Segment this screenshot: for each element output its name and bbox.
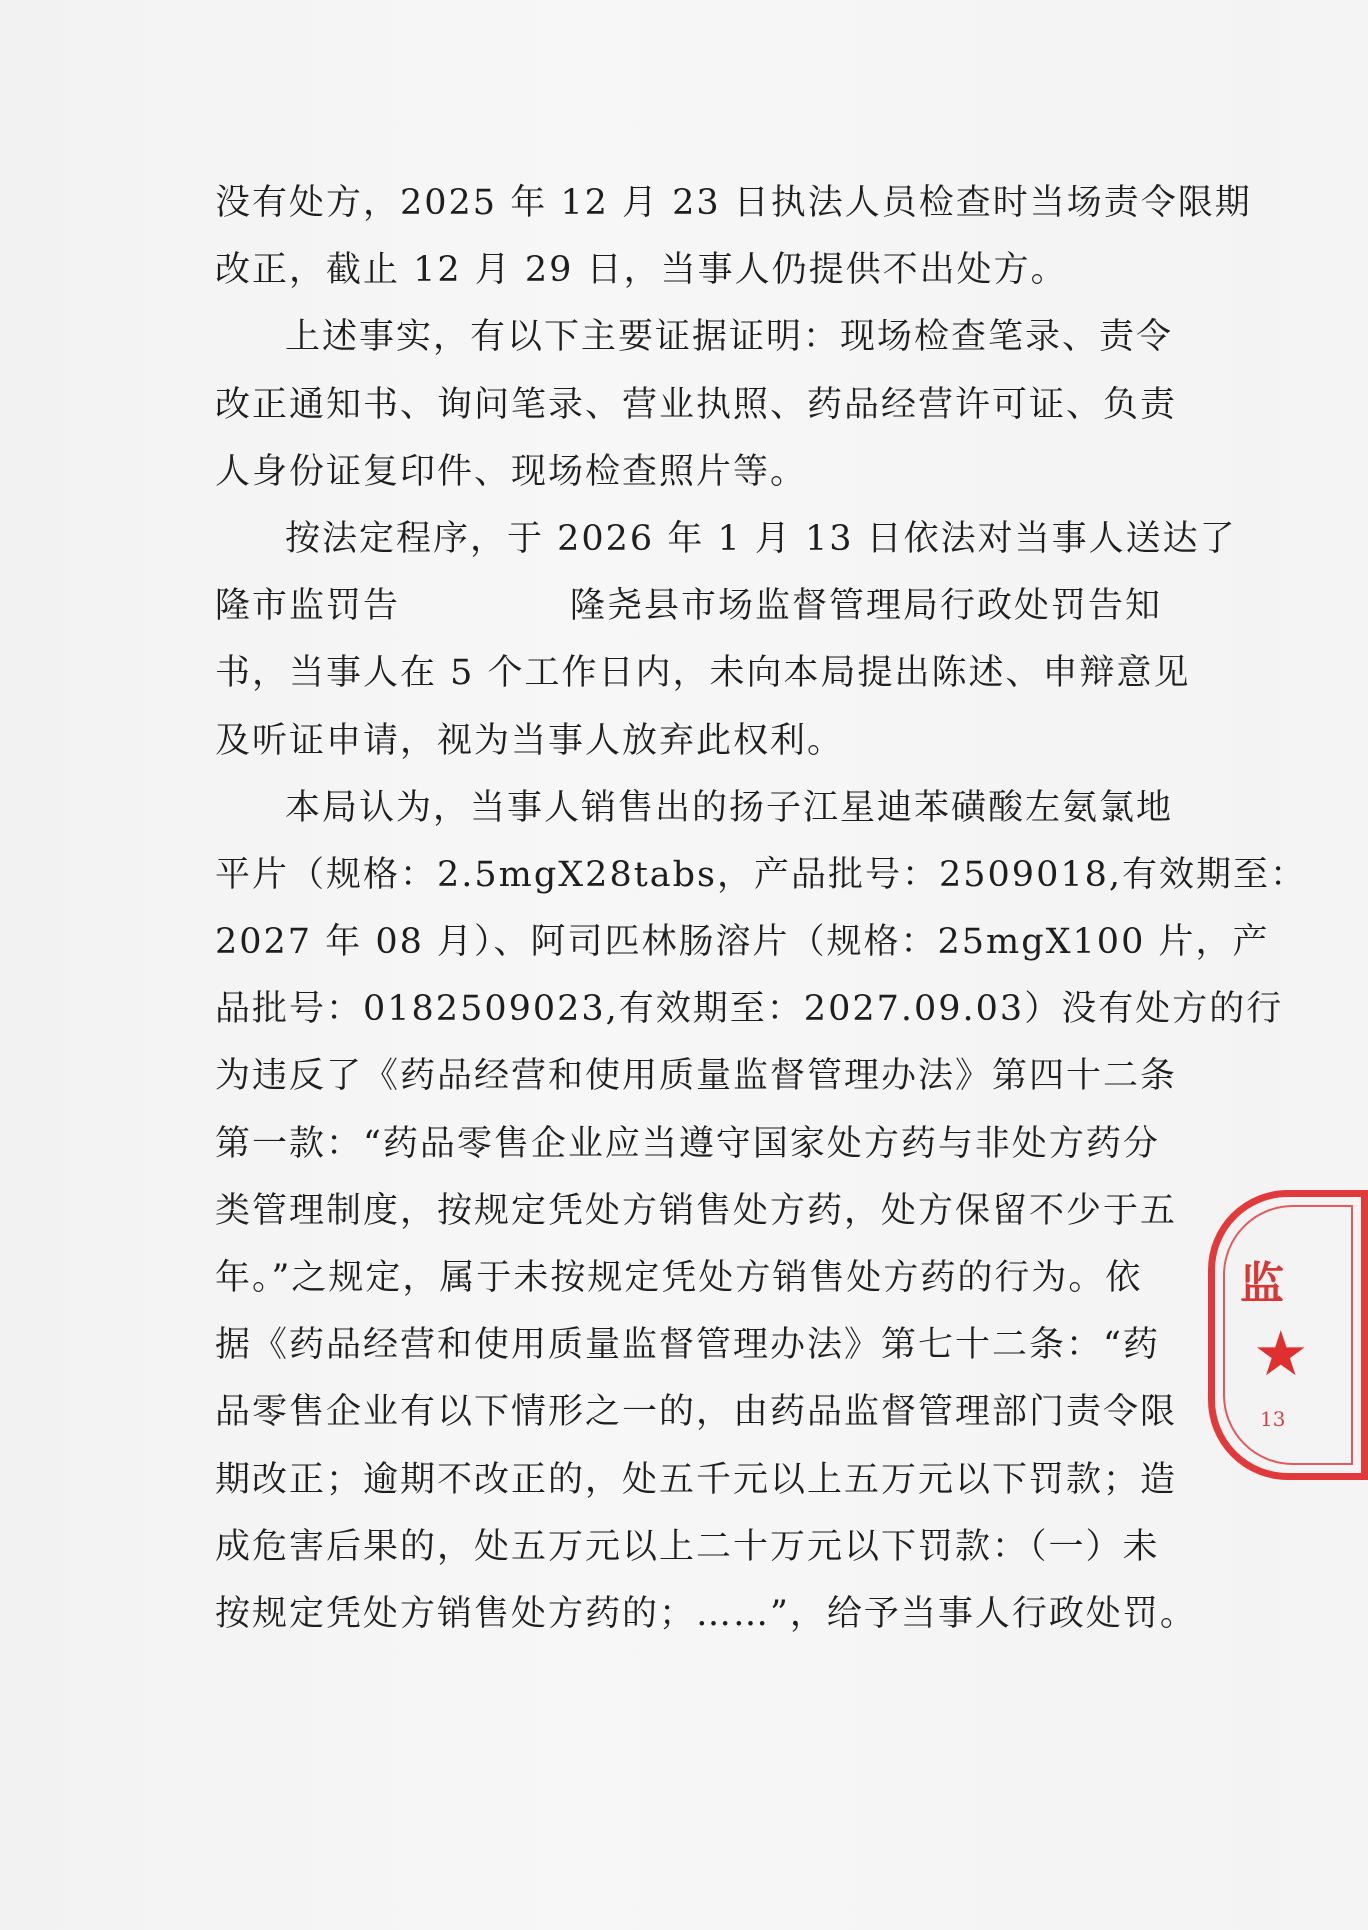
text-line — [215, 452, 1095, 519]
line-text: 第一款：“药品零售企业应当遵守国家处方药与非处方药分 — [215, 1123, 1160, 1164]
text-line — [215, 721, 1095, 788]
text-line — [215, 653, 1191, 720]
line-text: 改正通知书、询问笔录、营业执照、药品经营许可证、负责 — [215, 384, 1178, 425]
text-line — [215, 250, 1095, 317]
line-text: 年。”之规定，属于未按规定凭处方销售处方药的行为。依 — [215, 1258, 1143, 1298]
text-line — [215, 183, 1252, 250]
text-line — [215, 1258, 1143, 1325]
text-line — [215, 787, 1174, 855]
line-text: 成危害后果的，处五万元以上二十万元以下罚款：（一）未 — [215, 1526, 1160, 1567]
text-line — [215, 317, 1174, 384]
line-text: 品批号：0182509023,有效期至：2027.09.03）没有处方的行 — [215, 989, 1284, 1030]
line-text: 没有处方，2025 年 12 月 23 日执法人员检查时当场责令限期 — [215, 183, 1252, 223]
doc-number-prefix: 隆市监罚告 — [215, 586, 401, 627]
text-line — [215, 518, 1237, 586]
document-body — [215, 183, 1308, 1661]
line-text: 及听证申请，视为当事人放弃此权利。 — [215, 720, 845, 761]
text-line — [215, 922, 1270, 989]
text-line — [215, 1526, 1160, 1594]
seal-character: 监 — [1240, 1258, 1284, 1309]
official-seal — [1208, 1190, 1368, 1480]
line-text: 按法定程序，于 2026 年 1 月 13 日依法对当事人送达了 — [285, 518, 1237, 559]
line-text: 2027 年 08 月）、阿司匹林肠溶片（规格：25mgX100 片，产 — [215, 922, 1270, 963]
text-line — [215, 1190, 1178, 1258]
line-text: 人身份证复印件、现场检查照片等。 — [215, 451, 808, 492]
line-text: 类管理制度，按规定凭处方销售处方药，处方保留不少于五 — [215, 1190, 1178, 1231]
text-line — [215, 586, 1163, 653]
line-text: 上述事实，有以下主要证据证明：现场检查笔录、责令 — [285, 317, 1174, 358]
text-line — [215, 1325, 1160, 1392]
text-line — [215, 1459, 1178, 1527]
line-text: 书，当事人在 5 个工作日内，未向本局提出陈述、申辩意见 — [215, 653, 1191, 694]
text-line — [215, 384, 1178, 452]
doc-number-suffix: 隆尧县市场监督管理局行政处罚告知 — [570, 586, 1163, 627]
text-line — [215, 1593, 1197, 1661]
text-line — [215, 1392, 1178, 1459]
line-text: 品零售企业有以下情形之一的，由药品监督管理部门责令限 — [215, 1392, 1178, 1433]
line-text: 平片（规格：2.5mgX28tabs，产品批号：2509018,有效期至： — [215, 854, 1308, 895]
text-line — [215, 1056, 1178, 1123]
line-text: 据《药品经营和使用质量监督管理办法》第七十二条：“药 — [215, 1325, 1160, 1366]
text-line — [215, 989, 1284, 1056]
line-text: 期改正；逾期不改正的，处五千元以上五万元以下罚款；造 — [215, 1459, 1178, 1500]
line-text: 改正，截止 12 月 29 日，当事人仍提供不出处方。 — [215, 250, 1068, 291]
seal-star-icon: ★ — [1253, 1317, 1309, 1390]
text-line — [215, 854, 1308, 922]
text-line — [215, 1123, 1160, 1191]
line-text: 为违反了《药品经营和使用质量监督管理办法》第四十二条 — [215, 1056, 1178, 1097]
line-text: 本局认为，当事人销售出的扬子江星迪苯磺酸左氨氯地 — [285, 787, 1174, 828]
line-text: 按规定凭处方销售处方药的；……”，给予当事人行政处罚。 — [215, 1593, 1197, 1634]
seal-mini-text: 13 — [1260, 1407, 1286, 1431]
